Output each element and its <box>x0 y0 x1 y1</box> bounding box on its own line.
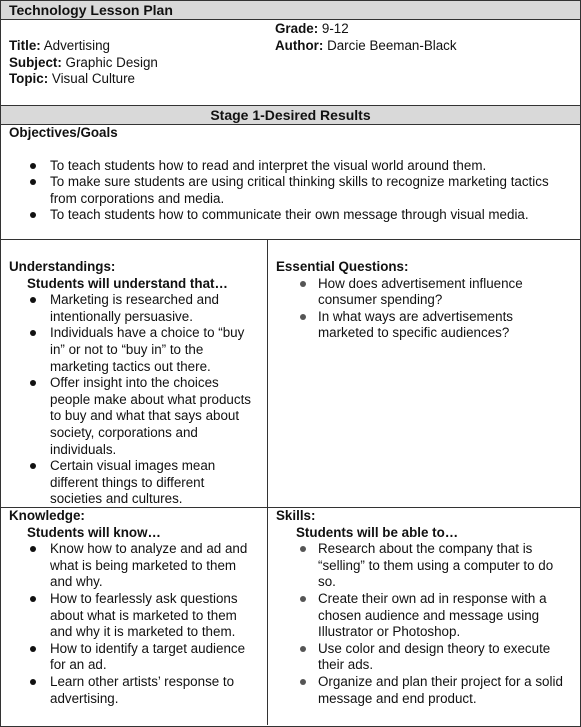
skills-heading: Skills: <box>276 508 316 523</box>
list-item: In what ways are advertisements marketed to specific audiences? <box>276 309 560 342</box>
objectives-heading: Objectives/Goals <box>9 125 118 140</box>
understandings-heading: Understandings: <box>9 259 116 274</box>
knowledge-heading: Knowledge: <box>9 508 85 523</box>
essential-questions-list <box>276 276 560 342</box>
lesson-plan-title: Technology Lesson Plan <box>9 2 173 18</box>
list-item: How to fearlessly ask questions about what is marketed to them and why it is marketed to them. <box>9 591 259 641</box>
author-line: Author: Darcie Beeman-Black <box>275 37 457 53</box>
title-line: Title: Advertising <box>9 38 110 53</box>
list-item: Individuals have a choice to “buy in” or not to “buy in” to the marketing tactics out there. <box>9 325 259 375</box>
understandings-subheading: Students will understand that… <box>27 275 228 291</box>
objectives-list <box>9 158 571 224</box>
understandings-list <box>9 292 259 508</box>
lesson-plan-title-bar <box>1 1 580 20</box>
list-item: How to identify a target audience for an ad. <box>9 641 259 674</box>
knowledge-section <box>1 508 267 707</box>
skills-list <box>276 541 568 707</box>
subject-line: Subject: Graphic Design <box>9 54 158 70</box>
topic-line: Topic: Visual Culture <box>9 71 136 87</box>
essential-questions-heading: Essential Questions: <box>276 259 409 274</box>
list-item: Learn other artists’ response to advertising. <box>9 674 259 707</box>
understandings-section <box>1 259 267 508</box>
list-item: Use color and design theory to execute their ads. <box>276 641 568 674</box>
header-left <box>1 38 271 88</box>
divider <box>1 239 580 240</box>
list-item: Organize and plan their project for a solid message and end product. <box>276 674 568 707</box>
list-item: Know how to analyze and ad and what is being marketed to them and why. <box>9 541 259 591</box>
stage1-heading-bar <box>1 105 580 125</box>
list-item: Certain visual images mean different things to different societies and cultures. <box>9 458 259 508</box>
list-item: Offer insight into the choices people make about what products to buy and what that says about society, corporations and individuals. <box>9 375 259 458</box>
list-item: To teach students how to read and interpret the visual world around them. <box>9 158 561 175</box>
list-item: How does advertisement influence consumer spending? <box>276 276 560 309</box>
list-item: To make sure students are using critical thinking skills to recognize marketing tactics from corporations and media. <box>9 174 561 207</box>
list-item: Create their own ad in response with a chosen audience and message using Illustrator or Photoshop. <box>276 591 568 641</box>
skills-section <box>268 508 576 707</box>
knowledge-list <box>9 541 259 707</box>
list-item: Research about the company that is “selling” to them using a computer to do so. <box>276 541 568 591</box>
stage1-heading: Stage 1-Desired Results <box>210 107 371 123</box>
header-right <box>267 21 579 54</box>
list-item: To teach students how to communicate their own message through visual media. <box>9 207 561 224</box>
knowledge-subheading: Students will know… <box>27 524 161 540</box>
list-item: Marketing is researched and intentionally persuasive. <box>9 292 259 325</box>
objectives-section <box>1 125 579 224</box>
essential-questions-section <box>268 259 568 342</box>
grade-line: Grade: 9-12 <box>275 21 349 36</box>
skills-subheading: Students will be able to… <box>296 524 459 540</box>
